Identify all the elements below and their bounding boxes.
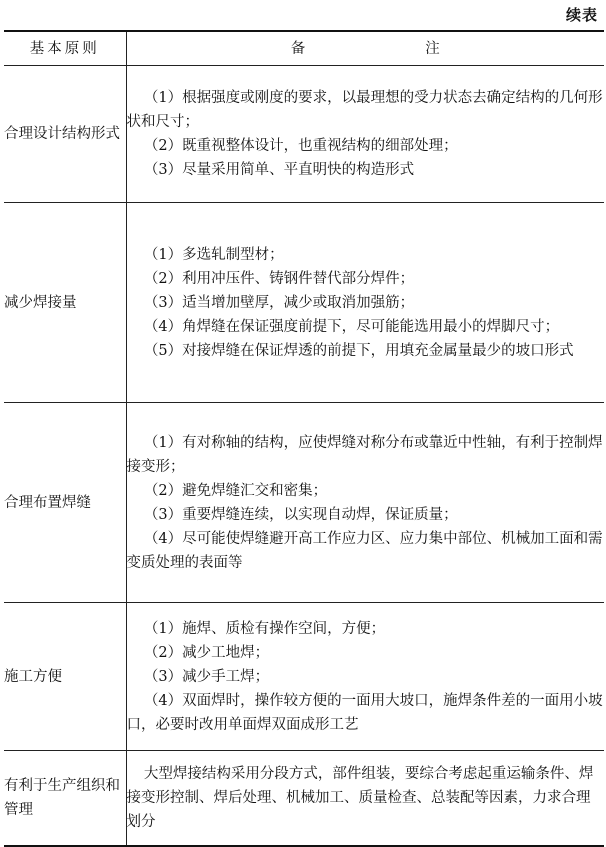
table-header-row — [4, 31, 604, 66]
note-line: （1）根据强度或刚度的要求，以最理想的受力状态去确定结构的几何形状和尺寸； — [126, 90, 603, 130]
continued-label: 续表 — [565, 6, 598, 24]
header-notes — [126, 31, 604, 66]
header-notes-char-2: 注 — [425, 40, 440, 57]
note-line: （4）双面焊时，操作较方便的一面用大坡口，施焊条件差的一面用小坡口，必要时改用单面焊双面成形工艺 — [126, 692, 603, 733]
note-line: （2）利用冲压件、铸钢件替代部分焊件； — [143, 270, 415, 287]
note-line: （2）既重视整体设计，也重视结构的细部处理； — [143, 138, 458, 154]
note-line: （5）对接焊缝在保证焊透的前提下，用填充金属量最少的坡口形式 — [143, 342, 574, 359]
note-line: （1）施焊、质检有操作空间，方便； — [143, 620, 386, 637]
welding-principles-table — [4, 30, 604, 847]
note-line: 大型焊接结构采用分段方式，部件组装，要综合考虑起重运输条件、焊接变形控制、焊后处理、机械加工、质量检查、总装配等因素，力求合理划分 — [126, 765, 594, 830]
note-line: （2）避免焊缝汇交和密集； — [143, 482, 328, 499]
note-line: （1）有对称轴的结构，应使焊缝对称分布或靠近中性轴，有利于控制焊接变形； — [126, 434, 603, 475]
principle-text: 合理布置焊缝 — [4, 494, 91, 511]
principle-cell — [4, 66, 126, 203]
principle-cell — [4, 603, 126, 751]
table-row — [4, 403, 604, 603]
note-line: （3）减少手工焊； — [143, 668, 270, 685]
notes-cell — [126, 203, 604, 403]
note-line: （3）尽量采用简单、平直明快的构造形式 — [143, 162, 415, 178]
note-line: （1）多选轧制型材； — [143, 246, 284, 263]
principle-text: 减少焊接量 — [4, 294, 77, 311]
principle-text: 合理设计结构形式 — [4, 126, 120, 142]
principle-cell — [4, 203, 126, 403]
principle-cell — [4, 403, 126, 603]
notes-cell — [126, 603, 604, 751]
note-line: （2）减少工地焊； — [143, 644, 270, 661]
notes-cell — [126, 403, 604, 603]
notes-cell — [126, 66, 604, 203]
table-row — [4, 603, 604, 751]
table-row — [4, 203, 604, 403]
note-line: （4）尽可能使焊缝避开高工作应力区、应力集中部位、机械加工面和需变质处理的表面等 — [126, 530, 603, 571]
note-line: （3）适当增加壁厚，减少或取消加强筋； — [143, 294, 415, 311]
principle-text: 施工方便 — [4, 668, 62, 685]
notes-cell — [126, 751, 604, 846]
principle-text: 有利于生产组织和管理 — [4, 777, 120, 818]
note-line: （4）角焊缝在保证强度前提下，尽可能能选用最小的焊脚尺寸； — [143, 318, 560, 335]
note-line: （3）重要焊缝连续，以实现自动焊，保证质量； — [143, 506, 458, 523]
table-row — [4, 751, 604, 846]
principle-cell — [4, 751, 126, 846]
header-principle: 基本原则 — [4, 31, 126, 66]
header-notes-char-1: 备 — [290, 40, 306, 57]
table-row — [4, 66, 604, 203]
